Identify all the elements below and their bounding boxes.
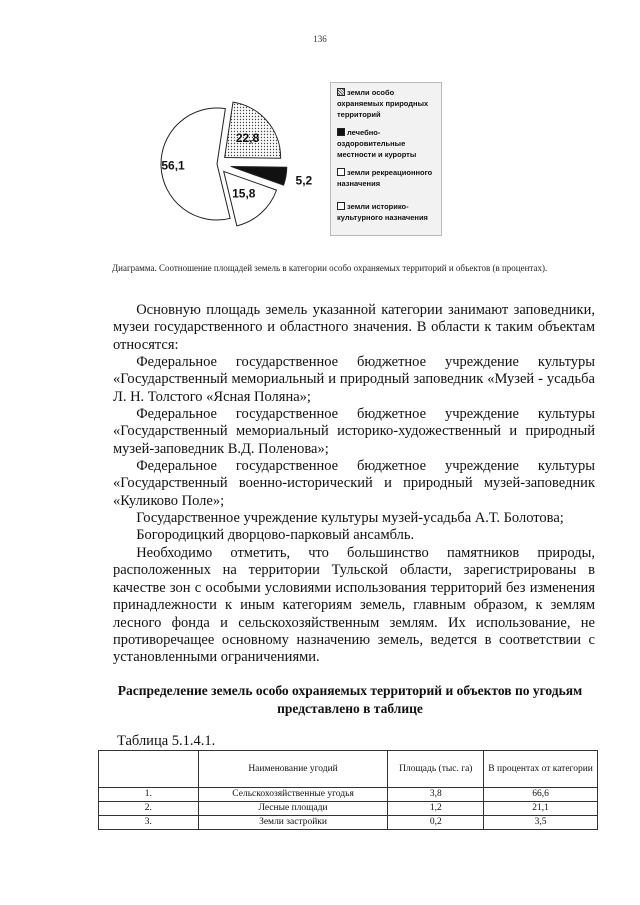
header-cell bbox=[99, 751, 199, 788]
body-text bbox=[113, 458, 595, 510]
legend-text: оздоровительные bbox=[337, 139, 406, 148]
body-text bbox=[113, 527, 595, 544]
legend-text: земли историко- bbox=[347, 202, 409, 211]
land-table bbox=[98, 750, 598, 830]
header-cell: В процентах от категории bbox=[484, 751, 598, 788]
body-text bbox=[113, 510, 595, 527]
table-cell: 0,2 bbox=[388, 816, 484, 830]
table-caption: Таблица 5.1.4.1. bbox=[117, 733, 216, 749]
legend-text: земли рекреационного bbox=[347, 168, 433, 177]
chart-caption: Диаграмма. Соотношение площадей земель в категории особо охраняемых территорий и объектов (в процентах). bbox=[112, 263, 548, 273]
pie-value-label: 56,1 bbox=[161, 158, 185, 173]
header-cell: Площадь (тыс. га) bbox=[388, 751, 484, 788]
paragraph: Федеральное государственное бюджетное учреждение культуры «Государственный военно-исторический и природный музей-заповедник «Куликово Поле»; bbox=[113, 458, 595, 509]
page-number: 136 bbox=[313, 34, 327, 44]
pie-value-label: 22,8 bbox=[235, 131, 260, 146]
legend-text: культурного назначения bbox=[337, 213, 428, 222]
legend-swatch bbox=[337, 128, 345, 136]
body-text bbox=[113, 545, 595, 667]
table-cell: 66,6 bbox=[484, 788, 598, 802]
table-cell: 3,5 bbox=[484, 816, 598, 830]
body-text bbox=[113, 406, 595, 458]
table-cell: Лесные площади bbox=[198, 802, 388, 816]
paragraph: Федеральное государственное бюджетное учреждение культуры «Государственный мемориальный и природный заповедник «Музей - усадьба Л. Н. Толстого «Ясная Поляна»; bbox=[113, 354, 595, 405]
table-cell: 1,2 bbox=[388, 802, 484, 816]
table-row bbox=[99, 788, 598, 802]
legend-text: лечебно- bbox=[347, 128, 381, 137]
header-cell: Наименование угодий bbox=[198, 751, 388, 788]
table-cell: 21,1 bbox=[484, 802, 598, 816]
paragraph: Федеральное государственное бюджетное учреждение культуры «Государственный мемориальный историко-художественный и природный музей-заповедник В.Д. Поленова»; bbox=[113, 406, 595, 457]
legend-swatch bbox=[337, 202, 345, 210]
pie-value-label: 5,2 bbox=[295, 173, 313, 188]
legend-text: назначения bbox=[337, 179, 381, 188]
section-heading: Распределение земель особо охраняемых территорий и объектов по угодьям представлено в таблице bbox=[117, 683, 583, 716]
table-cell: 2. bbox=[99, 802, 199, 816]
pie-chart bbox=[155, 100, 313, 230]
paragraph: Необходимо отметить, что большинство памятников природы, расположенных на территории Тульской области, зарегистрированы в качестве зон с особыми условиями использования территорий без изменения принадлежности к иным категориям земель, главным образом, к землям лесного фонда и сельскохозяйственным землям. Их использование, не противоречащее основному назначению земель, ведется в соответствии с установленными ограничениями. bbox=[113, 545, 595, 666]
table-header-row bbox=[99, 751, 598, 788]
body-text bbox=[113, 302, 595, 354]
legend-text: территорий bbox=[337, 110, 381, 119]
pie-value-label: 15,8 bbox=[232, 186, 256, 201]
table-cell: 1. bbox=[99, 788, 199, 802]
legend-item bbox=[337, 127, 437, 160]
legend-text: охраняемых природных bbox=[337, 99, 429, 108]
table-cell: Земли застройки bbox=[198, 816, 388, 830]
table-row bbox=[99, 816, 598, 830]
legend-item bbox=[337, 167, 437, 189]
paragraph: Государственное учреждение культуры музей-усадьба А.Т. Болотова; bbox=[136, 510, 564, 526]
paragraph: Богородицкий дворцово-парковый ансамбль. bbox=[136, 527, 415, 543]
legend-text: местности и курорты bbox=[337, 150, 417, 159]
table-cell: 3,8 bbox=[388, 788, 484, 802]
paragraph: Основную площадь земель указанной категории занимают заповедники, музеи государственного и областного значения. В области к таким объектам относятся: bbox=[113, 302, 595, 353]
body-text bbox=[113, 354, 595, 406]
legend-text: земли особо bbox=[347, 88, 395, 97]
legend-item bbox=[337, 87, 437, 120]
legend-item bbox=[337, 201, 437, 223]
legend-swatch bbox=[337, 88, 345, 96]
table-row bbox=[99, 802, 598, 816]
table-cell: 3. bbox=[99, 816, 199, 830]
table-cell: Сельскохозяйственные угодья bbox=[198, 788, 388, 802]
legend-swatch bbox=[337, 168, 345, 176]
chart-legend bbox=[330, 82, 442, 236]
